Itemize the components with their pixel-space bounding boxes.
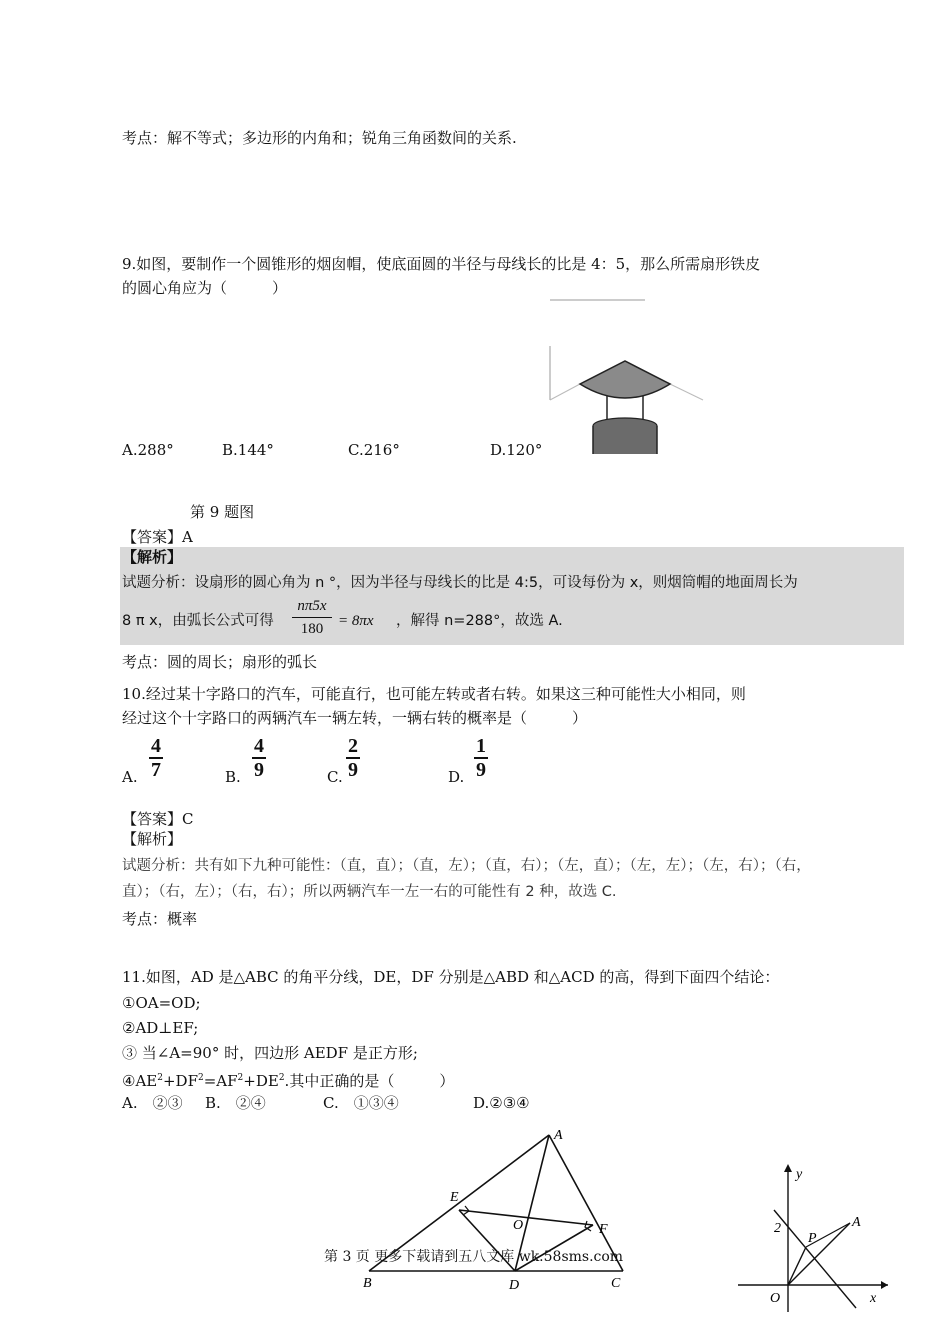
fraction-numerator: 4 <box>254 735 264 757</box>
formula-bar <box>292 617 332 618</box>
label-a: A <box>554 1128 563 1143</box>
q9-option-b: B.144° <box>222 441 274 459</box>
q9-formula <box>290 596 334 639</box>
tick-2-label: 2 <box>774 1221 781 1236</box>
sup: 2 <box>237 1073 244 1083</box>
q10-kaodian: 考点：概率 <box>122 910 198 928</box>
label-f: F <box>599 1222 608 1237</box>
q9-option-c: C.216° <box>348 441 400 459</box>
q10-answer: 【答案】C <box>122 810 194 828</box>
q9-analysis-line2b: ，解得 n=288°，故选 A. <box>396 613 563 629</box>
point-a-label: A <box>852 1215 861 1230</box>
q11-option-c: C. ①③④ <box>323 1094 399 1112</box>
q10-option-c-fraction <box>346 736 360 780</box>
label-o: O <box>513 1218 524 1233</box>
chimney-cap-figure <box>545 296 705 458</box>
q11-conclusion-2: ②AD⊥EF; <box>122 1019 199 1037</box>
q10-analysis-line2: 直）；（右，左）；（右，右）；所以两辆汽车一左一右的可能性有 2 种，故选 C. <box>122 884 617 900</box>
q11-stem: 11.如图，AD 是△ABC 的角平分线，DE，DF 分别是△ABD 和△ACD 的高，得到下面四个结论： <box>122 968 780 986</box>
q11-option-a: A. ②③ <box>122 1094 183 1112</box>
label-c: C <box>611 1276 621 1291</box>
q9-analysis-line1: 试题分析：设扇形的圆心角为 n °，因为半径与母线长的比是 4:5，可设每份为 x，则烟筒帽的地面周长为 <box>122 575 798 591</box>
q9-kaodian: 考点：圆的周长；扇形的弧长 <box>122 653 318 671</box>
q10-analysis-label: 【解析】 <box>122 830 183 848</box>
q10-option-d-fraction <box>474 736 488 780</box>
fraction-denominator: 7 <box>151 759 161 781</box>
sup: 2 <box>278 1073 285 1083</box>
q10-option-b-label: B. <box>225 768 241 786</box>
axis-y-label: y <box>796 1167 803 1182</box>
fraction-denominator: 9 <box>348 759 358 781</box>
q11-conclusion-1: ①OA=OD; <box>122 994 201 1012</box>
q10-option-d-label: D. <box>448 768 465 786</box>
c4-mid2: =AF <box>203 1072 238 1090</box>
fraction-numerator: 2 <box>348 735 358 757</box>
origin-label: O <box>770 1291 781 1306</box>
label-d: D <box>509 1278 520 1293</box>
c4-mid1: +DF <box>162 1072 198 1090</box>
fraction-numerator: 4 <box>151 735 161 757</box>
q11-conclusion-3: ③ 当∠A=90° 时，四边形 AEDF 是正方形; <box>122 1044 418 1062</box>
q9-stem-line2: 的圆心角应为（ ） <box>122 279 288 297</box>
page-footer: 第 3 页 更多下载请到五八文库 wk.58sms.com <box>324 1249 624 1265</box>
q11-option-d: D.②③④ <box>473 1094 530 1112</box>
fraction-denominator: 9 <box>476 759 486 781</box>
q10-option-c-label: C. <box>327 768 343 786</box>
q11-conclusion-4 <box>122 1068 454 1091</box>
kaodian-top: 考点：解不等式；多边形的内角和；锐角三角函数间的关系. <box>122 129 517 147</box>
axis-x-label: x <box>870 1291 877 1306</box>
q9-analysis-line2a: 8 π x，由弧长公式可得 <box>122 613 274 629</box>
q10-analysis-line1: 试题分析：共有如下九种可能性：（直，直）；（直，左）；（直，右）；（左，直）；（左，左）；（左，右）；（右， <box>122 858 811 874</box>
c4-post: .其中正确的是（ ） <box>284 1072 455 1090</box>
q9-answer: 【答案】A <box>122 528 193 546</box>
c4-pre: ④AE <box>122 1072 158 1090</box>
fraction-denominator: 9 <box>254 759 264 781</box>
triangle-figure <box>355 1125 645 1295</box>
label-e: E <box>450 1190 459 1205</box>
q10-option-a-fraction <box>149 736 163 780</box>
coordinate-figure <box>738 1160 898 1315</box>
sup: 2 <box>157 1073 163 1083</box>
formula-denominator: 180 <box>300 621 324 637</box>
q10-option-b-fraction <box>252 736 266 780</box>
q10-stem-line2: 经过这个十字路口的两辆汽车一辆左转，一辆右转的概率是（ ） <box>122 709 588 727</box>
sup: 2 <box>197 1073 204 1083</box>
q9-analysis-label: 【解析】 <box>122 548 183 566</box>
c4-mid3: +DE <box>243 1072 279 1090</box>
q10-stem-line1: 10.经过某十字路口的汽车，可能直行，也可能左转或者右转。如果这三种可能性大小相同，则 <box>122 685 746 703</box>
formula-numerator: nπ5x <box>297 598 327 614</box>
q10-option-a-label: A. <box>122 768 138 786</box>
q9-option-a: A.288° <box>122 441 174 459</box>
point-p-label: P <box>808 1231 817 1246</box>
q9-figure-caption: 第 9 题图 <box>190 503 255 521</box>
q9-formula-rhs: = 8πx <box>338 613 374 629</box>
q9-option-d: D.120° <box>490 441 543 459</box>
q9-stem-line1: 9.如图，要制作一个圆锥形的烟囱帽，使底面圆的半径与母线长的比是 4：5，那么所需扇形铁皮 <box>122 255 761 273</box>
q11-option-b: B. ②④ <box>205 1094 266 1112</box>
label-b: B <box>363 1276 372 1291</box>
fraction-numerator: 1 <box>476 735 486 757</box>
